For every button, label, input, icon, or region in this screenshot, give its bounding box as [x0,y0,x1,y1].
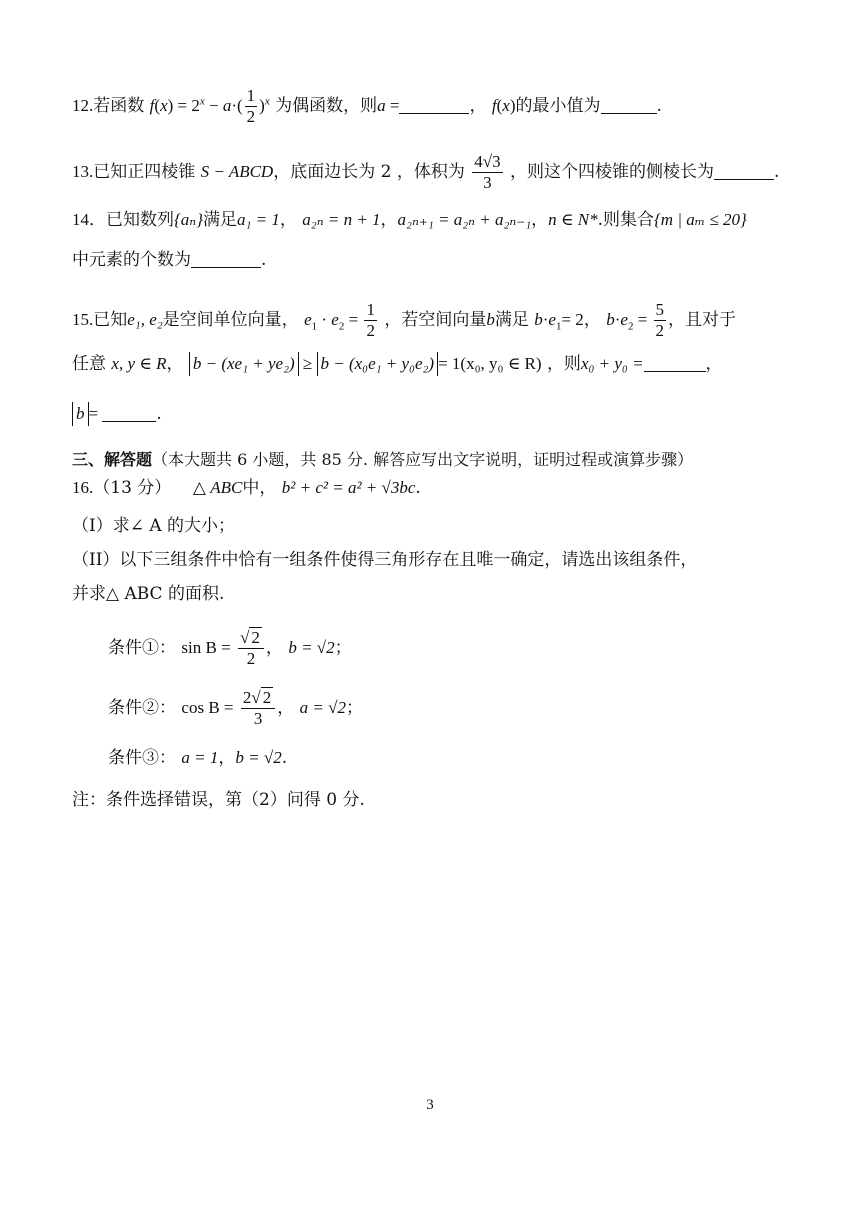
question-15: 15.已知e₁, e₂是空间单位向量， $e_1 \cdot e_2$ = $\frac{1}{2}$ ，若空间向量b满足 $b\cdot e_1= 2$， $b\cdot e_2$ = $\frac{5}{2}$ ，且对于 [72,300,737,340]
condition-2: 条件②： cos B = $\frac{2√ 2}{3}$ ， a = √2； [108,688,363,728]
q16-part1: （I）求∠ A 的大小； [72,516,236,536]
condition-1: 条件①： sin B = $\frac{√ 2}{2}$ ， b = √2； [108,628,352,668]
answer-blank [714,163,774,180]
q16-note: 注：条件选择错误，第（2）问得 0 分. [72,790,365,810]
section-heading: 三、解答题（本大题共 6 小题，共 85 分. 解答应写出文字说明，证明过程或演算步骤） [72,450,694,469]
q16-part2-cont: 并求△ ABC 的面积. [72,584,225,604]
question-15-line2: 任意 x, y ∈ R， b − (xe₁ + ye₂) ≥ b − (x₀e₁ + y₀e₂) = 1(x₀, y₀ ∈ R) ，则x₀ + y₀ = ， [72,354,723,374]
norm-rhs: b − (x₀e₁ + y₀e₂) [317,352,439,376]
norm-b: b [72,402,89,426]
answer-blank [644,355,706,372]
sequence: {aₙ} [174,210,203,229]
answer-blank [102,405,156,422]
set-expression: {m | aₘ ≤ 20} [654,210,747,229]
norm-lhs: b − (xe₁ + ye₂) [189,352,299,376]
answer-blank [399,97,469,114]
pyramid-name: S − ABCD [200,162,274,181]
question-12: 12.若函数 $f(x) = 2^x - a\cdot$( $\frac{1}{2}$ )$^x$ 为偶函数，则a = ， f(x)的最小值为 . [72,86,662,126]
answer-blank [601,97,657,114]
answer-blank [191,251,261,268]
condition-equation: b² + c² = a² + √3bc [281,478,416,497]
fraction-one-half: $\frac{1}{2}$ [246,86,256,126]
question-16: 16.（13 分） △ ABC中， b² + c² = a² + √3bc. [72,478,421,498]
condition-3: 条件③： a = 1，b = √2. [108,748,288,768]
q12-function: f [149,96,155,115]
fraction-2root2-over-3: $\frac{2√ 2}{3}$ [241,688,275,729]
question-13: 13.已知正四棱锥 S − ABCD，底面边长为 2 ，体积为 $\frac{4√3}{3}$ ，则这个四棱锥的侧棱长为 . [72,152,780,192]
page-number: 3 [426,1097,434,1113]
question-15-line3: b = . [72,402,800,426]
unit-vectors: e₁, e₂ [127,310,163,329]
fraction-root2-over-2: $\frac{√ 2}{2}$ [238,628,264,669]
q16-part2: （II）以下三组条件中恰有一组条件使得三角形存在且唯一确定，请选出该组条件， [72,550,698,570]
volume-fraction: $\frac{4√3}{3}$ [474,152,501,192]
question-14: 14．已知数列{aₙ}满足a₁ = 1， a₂ₙ = n + 1，a₂ₙ₊₁ = a₂ₙ + a₂ₙ₋₁，n ∈ N*.则集合{m | aₘ ≤ 20} [72,210,747,230]
question-14-line2: 中元素的个数为 . [72,250,267,270]
